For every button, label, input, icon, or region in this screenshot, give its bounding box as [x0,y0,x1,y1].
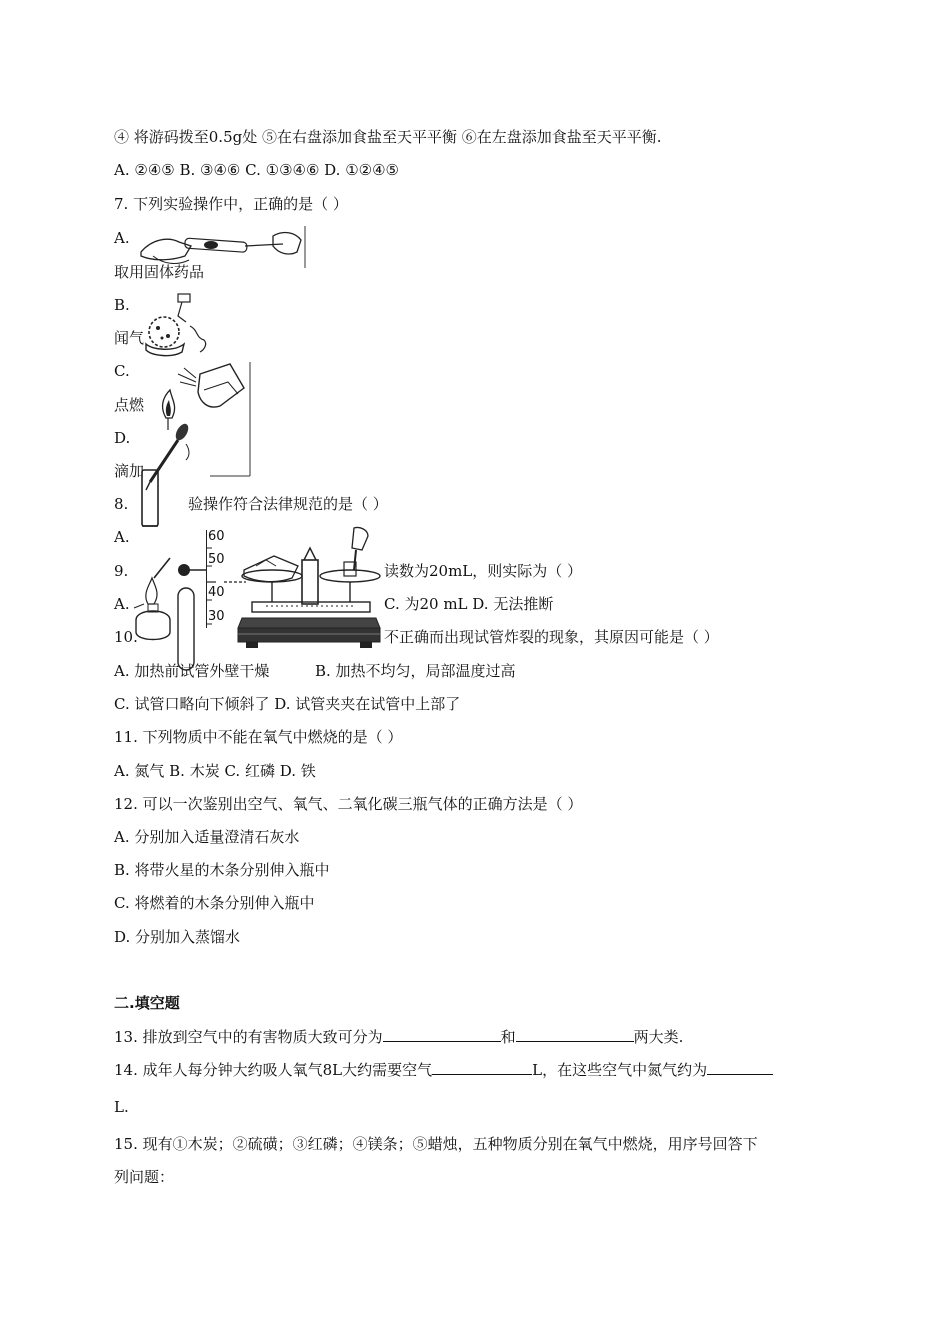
q14 [114,1060,773,1080]
q7-option-a: A. [114,229,130,247]
q7-option-c-caption: 点燃 [114,396,145,414]
q13-blank-1[interactable] [383,1027,501,1042]
text-line: ④ 将游码拨至0.5g处 ⑤在右盘添加食盐至天平平衡 ⑥在左盘添加食盐至天平平衡. [114,128,662,146]
q8-number: 8. [114,495,129,513]
q7-option-d: D. [114,429,131,447]
q14-text-b: L，在这些空气中氮气约为 [532,1061,708,1079]
q15-line-2: 列问题： [114,1168,175,1186]
figure-balance [236,526,382,650]
q9-options: C. 为20 mL D. 无法推断 [384,595,554,613]
q7-option-a-caption: 取用固体药品 [114,263,205,281]
q9-stem: 读数为20mL，则实际为（ ） [384,562,583,580]
q9-option-a: A. [114,595,130,613]
q12-option-b: B. 将带火星的木条分别伸入瓶中 [114,861,330,879]
q10-stem: 不正确而出现试管炸裂的现象，其原因可能是（ ） [384,628,719,646]
cylinder-tick-60: 60 [208,529,225,544]
q7-stem: 7. 下列实验操作中，正确的是（ ） [114,195,348,213]
q12-option-d: D. 分别加入蒸馏水 [114,928,241,946]
q14-tail: L. [114,1098,129,1116]
q12-option-c: C. 将燃着的木条分别伸入瓶中 [114,894,315,912]
q14-blank-2[interactable] [707,1060,773,1075]
q6-options: A. ②④⑤ B. ③④⑥ C. ①③④⑥ D. ①②④⑤ [114,161,399,179]
q10-option-b: B. 加热不均匀，局部温度过高 [315,662,516,680]
figure-take-solid [133,226,307,270]
section-heading: 二.填空题 [114,994,180,1012]
q12-option-a: A. 分别加入适量澄清石灰水 [114,828,300,846]
cylinder-tick-50: 50 [208,552,225,567]
cylinder-tick-30: 30 [208,609,225,624]
q7-option-c: C. [114,362,130,380]
cylinder-tick-40: 40 [208,585,225,600]
figure-dropper [136,420,196,528]
q11-options: A. 氮气 B. 木炭 C. 红磷 D. 铁 [114,762,316,780]
q13-blank-2[interactable] [516,1027,634,1042]
q10-options-cd: C. 试管口略向下倾斜了 D. 试管夹夹在试管中上部了 [114,695,461,713]
q13 [114,1027,683,1047]
q11-stem: 11. 下列物质中不能在氧气中燃烧的是（ ） [114,728,403,746]
q7-option-b-caption: 闻气 [114,329,145,347]
q8-stem: 验操作符合法律规范的是（ ） [188,495,388,513]
q12-stem: 12. 可以一次鉴别出空气、氧气、二氧化碳三瓶气体的正确方法是（ ） [114,795,583,813]
q10-option-a: A. 加热前试管外壁干燥 [114,662,270,680]
q7-option-b: B. [114,296,130,314]
q7-option-d-caption: 滴加 [114,462,145,480]
q8-option-a: A. [114,528,130,546]
figure-smell-gas [138,292,212,358]
q14-blank-1[interactable] [432,1060,532,1075]
q15-line-1: 15. 现有①木炭；②硫磺；③红磷；④镁条；⑤蜡烛，五种物质分别在氧气中燃烧，用序号回答下 [114,1135,758,1153]
q13-text-a: 13. 排放到空气中的有害物质大致可分为 [114,1028,383,1046]
q9-number: 9. [114,562,129,580]
q13-text-c: 两大类. [633,1028,684,1046]
q10-number: 10. [114,628,138,646]
q13-text-b: 和 [500,1028,516,1046]
q14-text-a: 14. 成年人每分钟大约吸人氧气8L大约需要空气 [114,1061,433,1079]
